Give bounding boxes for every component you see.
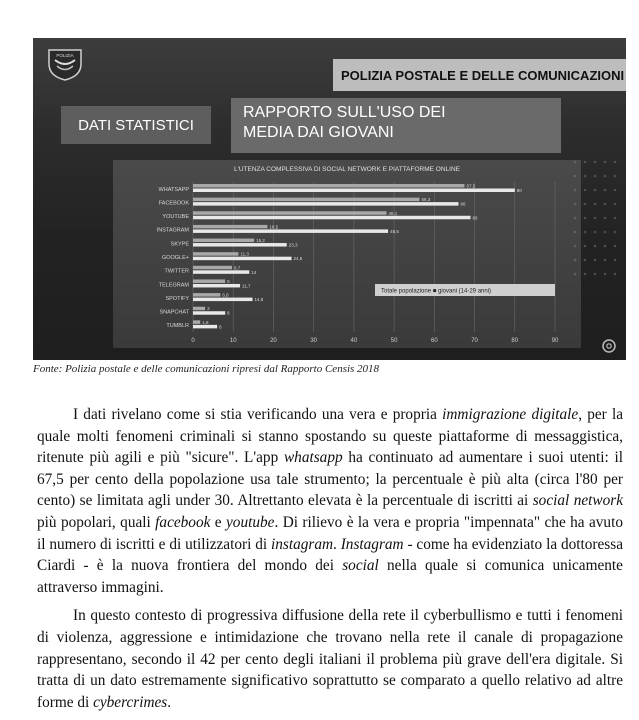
slide-photo <box>33 38 626 360</box>
category-label: YOUTUBE <box>162 214 189 221</box>
category-label: WHATSAPP <box>158 186 189 193</box>
x-tick-label: 30 <box>310 338 318 344</box>
category-label: INSTAGRAM <box>156 227 189 234</box>
bar-young <box>193 270 249 274</box>
category-label: FACEBOOK <box>158 200 189 207</box>
x-tick-label: 20 <box>270 338 277 344</box>
bar-young <box>193 216 471 220</box>
data-label: 48,5 <box>390 228 399 234</box>
section-label-box <box>61 106 211 144</box>
bar-total <box>193 225 267 229</box>
data-label: 6,8 <box>222 292 229 298</box>
x-tick-label: 50 <box>390 338 398 344</box>
bar-total <box>193 293 220 297</box>
data-label: 24,5 <box>293 256 303 262</box>
bar-young <box>193 189 515 193</box>
bar-young <box>193 325 217 329</box>
category-label: TELEGRAM <box>158 282 189 289</box>
data-label: 9,7 <box>234 265 241 271</box>
bar-young <box>193 311 225 315</box>
x-tick-label: 90 <box>551 338 559 344</box>
data-label: 66 <box>460 201 466 207</box>
x-tick-label: 0 <box>191 338 195 344</box>
category-label: TUMBLR <box>166 323 189 330</box>
decorative-dots <box>569 156 621 296</box>
report-title-box <box>231 98 561 153</box>
category-label: GOOGLE+ <box>161 255 189 261</box>
category-label: SPOTIFY <box>165 295 189 302</box>
paragraph-2: In questo contesto di progressiva diffusione della rete il cyberbullismo e tutti i fenomeni di violenza, aggressione e intimidazione che trovano nella rete il canale di propagazione rappresentano, secondo il 42 per cento degli italiani il problema più grave dell'era digitale. Si tratta di un dato estremamente significativo soprattutto se comparato a quello relativo ad altre forme di cybercrimes. <box>37 607 623 711</box>
svg-text:POLIZIA: POLIZIA <box>56 53 74 58</box>
data-label: 48,1 <box>388 210 398 216</box>
x-tick-label: 80 <box>511 338 519 344</box>
at-sign-icon <box>598 338 620 354</box>
x-tick-label: 40 <box>350 338 358 344</box>
data-label: 80 <box>516 188 522 193</box>
data-label: 6 <box>219 324 222 330</box>
police-shield-logo <box>45 46 85 82</box>
bar-total <box>193 279 225 283</box>
bar-young <box>193 229 388 233</box>
data-label: 15,2 <box>256 238 265 244</box>
x-tick-label: 60 <box>430 338 438 344</box>
category-label: SKYPE <box>170 241 189 248</box>
bar-young <box>193 257 292 261</box>
data-label: 1,8 <box>202 319 209 325</box>
report-title-line2: MEDIA DAI GIOVANI <box>243 124 394 141</box>
org-title-bar <box>333 59 626 91</box>
bar-total <box>193 184 465 188</box>
x-tick-label: 70 <box>471 338 478 344</box>
figure-caption: Fonte: Polizia postale e delle comunicazioni ripresi dal Rapporto Censis 2018 <box>33 363 380 375</box>
data-label: 18,5 <box>269 224 279 230</box>
data-label: 56,3 <box>421 197 431 203</box>
bar-total <box>193 266 232 270</box>
category-label: TWITTER <box>164 268 189 275</box>
data-label: 8 <box>227 310 230 316</box>
bar-total <box>193 252 238 256</box>
data-label: 23,3 <box>288 242 298 248</box>
data-label: 67,5 <box>466 183 476 189</box>
article-body <box>37 404 623 720</box>
data-label: 69 <box>472 215 478 221</box>
bar-young <box>193 284 240 288</box>
bar-young <box>193 243 287 247</box>
bar-total <box>193 239 254 243</box>
data-label: 11,7 <box>242 283 251 289</box>
bar-young <box>193 298 253 302</box>
data-label: 11,3 <box>240 251 249 257</box>
section-label: DATI STATISTICI <box>78 116 194 134</box>
bar-young <box>193 202 458 206</box>
category-label: SNAPCHAT <box>159 309 189 316</box>
data-label: 14,8 <box>254 297 264 303</box>
data-label: 14 <box>251 269 257 275</box>
bar-total <box>193 211 386 215</box>
chart-panel <box>113 160 581 348</box>
report-title-line1: RAPPORTO SULL'USO DEI <box>243 104 446 121</box>
bar-total <box>193 320 200 324</box>
legend-text: Totale popolazione ■ giovani (14-29 anni) <box>381 288 492 295</box>
data-label: 3 <box>207 306 210 312</box>
paragraph-1: I dati rivelano come si stia verificando una vera e propria immigrazione digitale, per la quale molti fenomeni criminali si stanno spostando su queste piattaforme di messaggistica, ritenute più agili e più "sicure". L'app whatsapp ha continuato ad aumentare i suoi utenti: il 67,5 per cento della popolazione usa tale strumento; la percentuale è più alta (circa l'80 per cento) se limitata agli under 30. Altrettanto elevata è la percentuale di iscritti ai social network più popolari, quali facebook e youtube. Di rilievo è la vera e propria "impennata" che ha avuto il numero di iscritti e di utilizzatori di instagram. Instagram - come ha evidenziato la dottoressa Ciardi - è la nuova frontiera del mondo dei social nella quale si comunica unicamente attraverso immagini. <box>37 406 624 596</box>
data-label: 8 <box>227 278 230 284</box>
usage-bar-chart <box>113 160 581 348</box>
bar-total <box>193 307 205 311</box>
bar-total <box>193 198 419 202</box>
chart-title: L'UTENZA COMPLESSIVA DI SOCIAL NETWORK E PIATTAFORME ONLINE <box>233 166 461 173</box>
x-tick-label: 10 <box>229 338 237 344</box>
org-title: POLIZIA POSTALE E DELLE COMUNICAZIONI <box>341 67 625 83</box>
